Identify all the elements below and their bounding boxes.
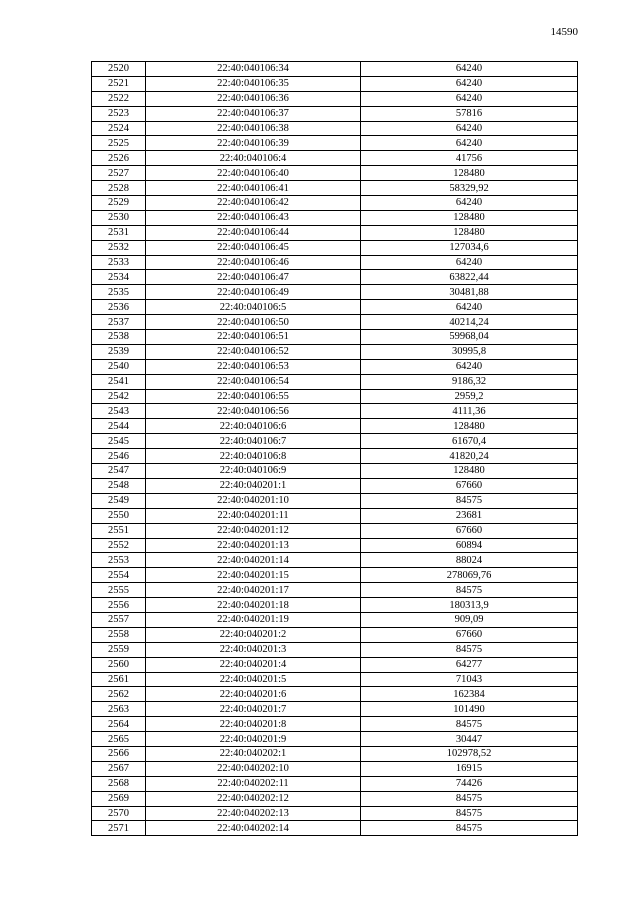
cadastral-number-cell: 22:40:040201:9 [146,732,361,747]
cadastral-number-cell: 22:40:040201:10 [146,493,361,508]
row-number-cell: 2554 [92,568,146,583]
row-number-cell: 2536 [92,300,146,315]
row-number-cell: 2542 [92,389,146,404]
cadastral-number-cell: 22:40:040201:7 [146,702,361,717]
cadastral-number-cell: 22:40:040201:13 [146,538,361,553]
value-cell: 84575 [361,493,578,508]
cadastral-number-cell: 22:40:040106:40 [146,166,361,181]
cadastral-number-cell: 22:40:040201:17 [146,583,361,598]
row-number-cell: 2531 [92,225,146,240]
row-number-cell: 2523 [92,106,146,121]
value-cell: 57816 [361,106,578,121]
table-row [92,508,578,523]
cadastral-number-cell: 22:40:040106:44 [146,225,361,240]
value-cell: 128480 [361,210,578,225]
row-number-cell: 2528 [92,181,146,196]
cadastral-number-cell: 22:40:040106:8 [146,449,361,464]
cadastral-number-cell: 22:40:040106:39 [146,136,361,151]
value-cell: 180313,9 [361,598,578,613]
table-row [92,687,578,702]
row-number-cell: 2543 [92,404,146,419]
cadastral-number-cell: 22:40:040106:37 [146,106,361,121]
value-cell: 102978,52 [361,746,578,761]
row-number-cell: 2570 [92,806,146,821]
table-row [92,196,578,211]
table-row [92,776,578,791]
row-number-cell: 2529 [92,196,146,211]
cadastral-number-cell: 22:40:040202:12 [146,791,361,806]
value-cell: 71043 [361,672,578,687]
value-cell: 84575 [361,821,578,836]
table-row [92,404,578,419]
table-row [92,627,578,642]
table-row [92,225,578,240]
cadastral-number-cell: 22:40:040201:5 [146,672,361,687]
value-cell: 41756 [361,151,578,166]
value-cell: 84575 [361,717,578,732]
row-number-cell: 2571 [92,821,146,836]
row-number-cell: 2520 [92,62,146,77]
value-cell: 40214,24 [361,315,578,330]
cadastral-number-cell: 22:40:040201:8 [146,717,361,732]
table-row [92,91,578,106]
table-row [92,121,578,136]
cadastral-number-cell: 22:40:040201:18 [146,598,361,613]
value-cell: 61670,4 [361,434,578,449]
value-cell: 88024 [361,553,578,568]
row-number-cell: 2546 [92,449,146,464]
value-cell: 30995,8 [361,344,578,359]
cadastral-number-cell: 22:40:040201:3 [146,642,361,657]
cadastral-number-cell: 22:40:040106:47 [146,270,361,285]
value-cell: 64240 [361,121,578,136]
cadastral-number-cell: 22:40:040202:13 [146,806,361,821]
value-cell: 67660 [361,627,578,642]
row-number-cell: 2521 [92,76,146,91]
table-row [92,612,578,627]
table-row [92,285,578,300]
row-number-cell: 2556 [92,598,146,613]
table-row [92,300,578,315]
cadastral-number-cell: 22:40:040106:6 [146,419,361,434]
cadastral-number-cell: 22:40:040106:54 [146,374,361,389]
cadastral-number-cell: 22:40:040201:1 [146,478,361,493]
row-number-cell: 2558 [92,627,146,642]
cadastral-number-cell: 22:40:040106:9 [146,464,361,479]
row-number-cell: 2569 [92,791,146,806]
cadastral-number-cell: 22:40:040202:14 [146,821,361,836]
table-row [92,493,578,508]
value-cell: 64240 [361,91,578,106]
table-row [92,270,578,285]
row-number-cell: 2550 [92,508,146,523]
row-number-cell: 2534 [92,270,146,285]
table-row [92,389,578,404]
value-cell: 128480 [361,464,578,479]
row-number-cell: 2524 [92,121,146,136]
cadastral-number-cell: 22:40:040106:50 [146,315,361,330]
table-row [92,478,578,493]
row-number-cell: 2560 [92,657,146,672]
value-cell: 67660 [361,523,578,538]
row-number-cell: 2541 [92,374,146,389]
row-number-cell: 2553 [92,553,146,568]
row-number-cell: 2564 [92,717,146,732]
table-row [92,181,578,196]
value-cell: 128480 [361,419,578,434]
row-number-cell: 2535 [92,285,146,300]
value-cell: 30447 [361,732,578,747]
value-cell: 64240 [361,359,578,374]
value-cell: 128480 [361,166,578,181]
value-cell: 63822,44 [361,270,578,285]
cadastral-number-cell: 22:40:040106:35 [146,76,361,91]
row-number-cell: 2563 [92,702,146,717]
table-body [92,62,578,836]
cadastral-number-cell: 22:40:040202:10 [146,761,361,776]
table-row [92,210,578,225]
cadastral-number-cell: 22:40:040201:12 [146,523,361,538]
value-cell: 60894 [361,538,578,553]
row-number-cell: 2547 [92,464,146,479]
table-row [92,62,578,77]
row-number-cell: 2567 [92,761,146,776]
value-cell: 101490 [361,702,578,717]
row-number-cell: 2557 [92,612,146,627]
cadastral-number-cell: 22:40:040202:11 [146,776,361,791]
cadastral-number-cell: 22:40:040201:11 [146,508,361,523]
row-number-cell: 2561 [92,672,146,687]
row-number-cell: 2532 [92,240,146,255]
row-number-cell: 2527 [92,166,146,181]
table-row [92,642,578,657]
table-row [92,464,578,479]
table-row [92,76,578,91]
value-cell: 64240 [361,76,578,91]
row-number-cell: 2562 [92,687,146,702]
row-number-cell: 2549 [92,493,146,508]
cadastral-number-cell: 22:40:040202:1 [146,746,361,761]
value-cell: 128480 [361,225,578,240]
value-cell: 4111,36 [361,404,578,419]
table-row [92,106,578,121]
value-cell: 64240 [361,255,578,270]
row-number-cell: 2548 [92,478,146,493]
value-cell: 41820,24 [361,449,578,464]
cadastral-number-cell: 22:40:040106:52 [146,344,361,359]
table-row [92,568,578,583]
value-cell: 64240 [361,62,578,77]
table-row [92,583,578,598]
cadastral-number-cell: 22:40:040106:46 [146,255,361,270]
cadastral-number-cell: 22:40:040201:19 [146,612,361,627]
cadastral-value-table [91,61,578,836]
value-cell: 30481,88 [361,285,578,300]
table-row [92,523,578,538]
cadastral-number-cell: 22:40:040106:49 [146,285,361,300]
value-cell: 84575 [361,642,578,657]
cadastral-number-cell: 22:40:040106:34 [146,62,361,77]
row-number-cell: 2526 [92,151,146,166]
value-cell: 84575 [361,583,578,598]
value-cell: 2959,2 [361,389,578,404]
value-cell: 23681 [361,508,578,523]
cadastral-number-cell: 22:40:040106:55 [146,389,361,404]
row-number-cell: 2540 [92,359,146,374]
cadastral-number-cell: 22:40:040201:6 [146,687,361,702]
cadastral-number-cell: 22:40:040201:14 [146,553,361,568]
cadastral-number-cell: 22:40:040106:53 [146,359,361,374]
value-cell: 64277 [361,657,578,672]
value-cell: 59968,04 [361,330,578,345]
row-number-cell: 2552 [92,538,146,553]
table-row [92,344,578,359]
value-cell: 16915 [361,761,578,776]
table-row [92,449,578,464]
row-number-cell: 2559 [92,642,146,657]
cadastral-number-cell: 22:40:040106:36 [146,91,361,106]
table-row [92,330,578,345]
value-cell: 909,09 [361,612,578,627]
row-number-cell: 2565 [92,732,146,747]
value-cell: 64240 [361,136,578,151]
table-row [92,553,578,568]
row-number-cell: 2533 [92,255,146,270]
row-number-cell: 2525 [92,136,146,151]
table-row [92,434,578,449]
row-number-cell: 2538 [92,330,146,345]
value-cell: 64240 [361,300,578,315]
row-number-cell: 2522 [92,91,146,106]
table-row [92,166,578,181]
table-row [92,791,578,806]
page-number: 14590 [550,26,578,38]
cadastral-number-cell: 22:40:040201:4 [146,657,361,672]
cadastral-number-cell: 22:40:040106:45 [146,240,361,255]
table-row [92,672,578,687]
table-row [92,821,578,836]
table-row [92,761,578,776]
row-number-cell: 2537 [92,315,146,330]
value-cell: 9186,32 [361,374,578,389]
cadastral-number-cell: 22:40:040106:42 [146,196,361,211]
cadastral-number-cell: 22:40:040106:41 [146,181,361,196]
row-number-cell: 2566 [92,746,146,761]
value-cell: 84575 [361,806,578,821]
row-number-cell: 2568 [92,776,146,791]
table-row [92,136,578,151]
table-row [92,240,578,255]
value-cell: 162384 [361,687,578,702]
cadastral-number-cell: 22:40:040106:4 [146,151,361,166]
row-number-cell: 2544 [92,419,146,434]
row-number-cell: 2530 [92,210,146,225]
value-cell: 74426 [361,776,578,791]
table-row [92,151,578,166]
table-row [92,315,578,330]
row-number-cell: 2545 [92,434,146,449]
value-cell: 278069,76 [361,568,578,583]
row-number-cell: 2555 [92,583,146,598]
cadastral-number-cell: 22:40:040201:2 [146,627,361,642]
cadastral-number-cell: 22:40:040201:15 [146,568,361,583]
value-cell: 127034,6 [361,240,578,255]
table-row [92,746,578,761]
table-row [92,359,578,374]
cadastral-number-cell: 22:40:040106:5 [146,300,361,315]
table-row [92,806,578,821]
table-row [92,374,578,389]
cadastral-number-cell: 22:40:040106:56 [146,404,361,419]
value-cell: 64240 [361,196,578,211]
table-row [92,598,578,613]
table-row [92,732,578,747]
cadastral-number-cell: 22:40:040106:43 [146,210,361,225]
row-number-cell: 2539 [92,344,146,359]
table-row [92,255,578,270]
value-cell: 67660 [361,478,578,493]
cadastral-number-cell: 22:40:040106:7 [146,434,361,449]
value-cell: 58329,92 [361,181,578,196]
table-row [92,538,578,553]
table-row [92,717,578,732]
cadastral-number-cell: 22:40:040106:38 [146,121,361,136]
table-row [92,419,578,434]
table-row [92,657,578,672]
cadastral-number-cell: 22:40:040106:51 [146,330,361,345]
table-row [92,702,578,717]
value-cell: 84575 [361,791,578,806]
row-number-cell: 2551 [92,523,146,538]
